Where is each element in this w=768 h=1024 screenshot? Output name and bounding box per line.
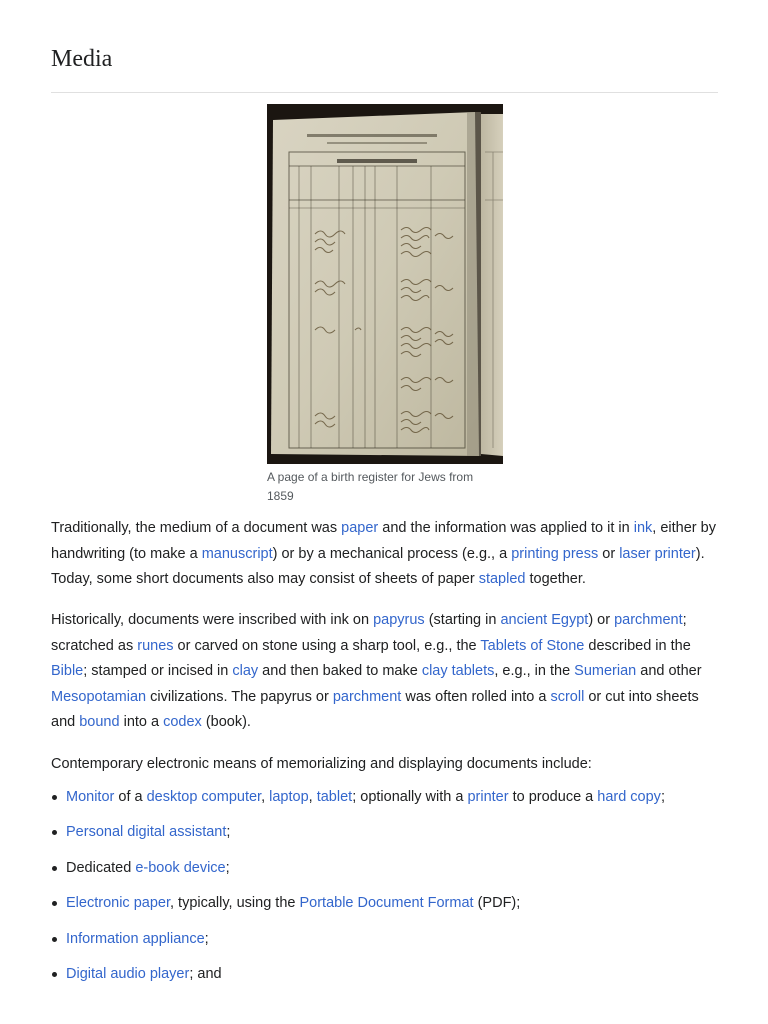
link-paper[interactable]: paper bbox=[341, 520, 379, 536]
link-hard-copy[interactable]: hard copy bbox=[597, 789, 661, 805]
paragraph-medium: Traditionally, the medium of a document was paper and the information was applied to it in ink, either by handwriting (to make a manuscript) or by a mechanical process (e.g., a printing press or laser printer). Today, some short documents also may consist of sheets of paper stapled together. bbox=[51, 520, 716, 587]
link-information-appliance[interactable]: Information appliance bbox=[66, 930, 205, 947]
link-bible[interactable]: Bible bbox=[51, 663, 84, 679]
link-scroll[interactable]: scroll bbox=[550, 688, 585, 705]
link-clay-tablets[interactable]: clay tablets bbox=[421, 663, 495, 679]
link-laptop[interactable]: laptop bbox=[269, 789, 309, 805]
link-bound[interactable]: bound bbox=[79, 714, 120, 730]
figure-caption: A page of a birth register for Jews from 1859 bbox=[267, 470, 474, 503]
link-portable-document-format[interactable]: Portable Document Format bbox=[299, 895, 474, 912]
link-printing-press[interactable]: printing press bbox=[511, 545, 599, 562]
section-heading: Media bbox=[51, 46, 113, 72]
list-item: Electronic paper, typically, using the Portable Document Format (PDF); bbox=[51, 891, 719, 926]
list-item: Personal digital assistant; bbox=[51, 820, 719, 855]
list-item: Information appliance; bbox=[51, 927, 719, 962]
figure bbox=[267, 104, 503, 506]
paragraph-history: Historically, documents were inscribed with ink on papyrus (starting in ancient Egypt) or parchment; scratched as runes or carved on stone using a sharp tool, e.g., the Tablets of Stone described in the Bible; stamped or incised in clay and then baked to make clay tablets, e.g., in the Sumerian and other Mesopotamian civilizations. The papyrus or parchment was often rolled into a scroll or cut into sheets and bound into a codex (book). bbox=[51, 612, 702, 730]
link-desktop-computer[interactable]: desktop computer bbox=[146, 789, 262, 805]
link-digital-audio-player[interactable]: Digital audio player bbox=[66, 965, 190, 982]
link-tablets-of-stone[interactable]: Tablets of Stone bbox=[480, 637, 585, 654]
link-runes[interactable]: runes bbox=[137, 637, 174, 654]
link-stapled[interactable]: stapled bbox=[478, 571, 526, 587]
link-monitor[interactable]: Monitor bbox=[66, 789, 115, 805]
link-ancient-egypt[interactable]: ancient Egypt bbox=[500, 612, 589, 628]
electronic-media-list bbox=[51, 785, 719, 997]
link-printer[interactable]: printer bbox=[467, 789, 509, 805]
link-papyrus[interactable]: papyrus bbox=[373, 612, 425, 628]
link-e-book-device[interactable]: e-book device bbox=[135, 859, 226, 876]
link-parchment[interactable]: parchment bbox=[614, 612, 683, 628]
list-item: Dedicated e-book device; bbox=[51, 856, 719, 891]
link-parchment-2[interactable]: parchment bbox=[332, 688, 402, 705]
link-ink[interactable]: ink bbox=[633, 520, 653, 536]
paragraph-contemporary: Contemporary electronic means of memorializing and displaying documents include: bbox=[51, 756, 592, 772]
link-sumerian[interactable]: Sumerian bbox=[574, 663, 637, 679]
list-item: Digital audio player; and bbox=[51, 962, 719, 997]
list-item: Monitor of a desktop computer, laptop, tablet; optionally with a printer to produce a hard copy; bbox=[51, 785, 719, 820]
birth-register-image[interactable] bbox=[267, 104, 503, 464]
link-tablet[interactable]: tablet bbox=[316, 789, 353, 805]
link-clay[interactable]: clay bbox=[232, 663, 259, 679]
heading-divider bbox=[51, 92, 718, 93]
link-personal-digital-assistant[interactable]: Personal digital assistant bbox=[66, 824, 227, 841]
link-laser-printer[interactable]: laser printer bbox=[619, 545, 696, 562]
link-codex[interactable]: codex bbox=[163, 714, 202, 730]
link-mesopotamian[interactable]: Mesopotamian bbox=[51, 688, 147, 705]
link-manuscript[interactable]: manuscript bbox=[201, 545, 273, 562]
link-electronic-paper[interactable]: Electronic paper bbox=[66, 895, 170, 912]
